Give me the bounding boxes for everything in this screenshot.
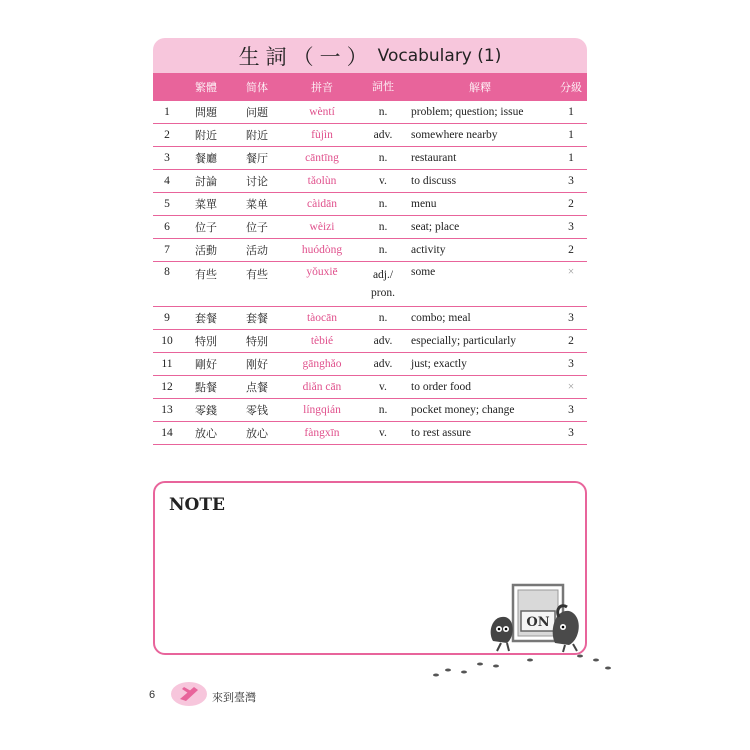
row-pinyin: tǎolùn: [283, 170, 361, 193]
row-definition: combo; meal: [405, 307, 555, 330]
row-definition: problem; question; issue: [405, 101, 555, 124]
header-part-of-speech: 詞性: [361, 73, 405, 101]
pos-line-2: pron.: [371, 287, 395, 299]
row-simplified: 餐厅: [231, 147, 283, 170]
row-number: 10: [153, 330, 181, 353]
row-definition: to order food: [405, 376, 555, 399]
header-level: 分級: [555, 73, 587, 101]
row-traditional: 放心: [181, 422, 231, 445]
row-definition: pocket money; change: [405, 399, 555, 422]
row-simplified: 活动: [231, 239, 283, 262]
book-title: 來到臺灣: [212, 691, 256, 704]
row-part-of-speech: v.: [361, 170, 405, 193]
header-traditional: 繁體: [181, 73, 231, 101]
row-level: 3: [555, 422, 587, 445]
row-level: ×: [555, 262, 587, 307]
row-number: 9: [153, 307, 181, 330]
row-number: 6: [153, 216, 181, 239]
row-simplified: 菜单: [231, 193, 283, 216]
table-row: [153, 262, 587, 307]
row-part-of-speech: adv.: [361, 353, 405, 376]
row-level: 3: [555, 353, 587, 376]
row-definition: some: [405, 262, 555, 307]
row-pinyin: fùjìn: [283, 124, 361, 147]
row-number: 4: [153, 170, 181, 193]
row-part-of-speech: n.: [361, 147, 405, 170]
row-part-of-speech: n.: [361, 399, 405, 422]
table-row: [153, 147, 587, 170]
row-number: 2: [153, 124, 181, 147]
row-number: 3: [153, 147, 181, 170]
row-traditional: 菜單: [181, 193, 231, 216]
row-pinyin: yǒuxiē: [283, 262, 361, 307]
row-level: 3: [555, 216, 587, 239]
row-pinyin: wèntí: [283, 101, 361, 124]
page-number: 6: [149, 689, 156, 701]
header-definition: 解釋: [405, 73, 555, 101]
table-row: [153, 399, 587, 422]
row-number: 7: [153, 239, 181, 262]
taiwan-logo-icon: [170, 681, 208, 707]
note-title: NOTE: [169, 495, 225, 515]
row-level: 2: [555, 193, 587, 216]
row-definition: to discuss: [405, 170, 555, 193]
row-level: 3: [555, 170, 587, 193]
header-number: [153, 73, 181, 101]
row-traditional: 套餐: [181, 307, 231, 330]
row-pinyin: tèbié: [283, 330, 361, 353]
row-pinyin: cāntīng: [283, 147, 361, 170]
row-traditional: 附近: [181, 124, 231, 147]
row-part-of-speech: n.: [361, 193, 405, 216]
row-number: 14: [153, 422, 181, 445]
row-traditional: 有些: [181, 262, 231, 307]
table-row: [153, 101, 587, 124]
row-simplified: 刚好: [231, 353, 283, 376]
row-pinyin: càidān: [283, 193, 361, 216]
row-definition: menu: [405, 193, 555, 216]
table-row: [153, 170, 587, 193]
row-traditional: 剛好: [181, 353, 231, 376]
row-traditional: 活動: [181, 239, 231, 262]
row-definition: especially; particularly: [405, 330, 555, 353]
table-header-row: [153, 73, 587, 101]
row-number: 5: [153, 193, 181, 216]
row-part-of-speech: n.: [361, 216, 405, 239]
row-definition: somewhere nearby: [405, 124, 555, 147]
row-traditional: 位子: [181, 216, 231, 239]
row-level: 1: [555, 147, 587, 170]
row-definition: activity: [405, 239, 555, 262]
row-traditional: 討論: [181, 170, 231, 193]
row-pinyin: huódòng: [283, 239, 361, 262]
row-part-of-speech: v.: [361, 376, 405, 399]
row-part-of-speech: adv.: [361, 330, 405, 353]
row-pinyin: gānghǎo: [283, 353, 361, 376]
row-pinyin: língqián: [283, 399, 361, 422]
row-level: 1: [555, 101, 587, 124]
row-traditional: 餐廳: [181, 147, 231, 170]
row-level: 3: [555, 307, 587, 330]
row-simplified: 位子: [231, 216, 283, 239]
row-level: 3: [555, 399, 587, 422]
row-number: 11: [153, 353, 181, 376]
row-level: 2: [555, 330, 587, 353]
row-level: ×: [555, 376, 587, 399]
table-row: [153, 239, 587, 262]
table-row: [153, 216, 587, 239]
row-simplified: 问题: [231, 101, 283, 124]
row-definition: to rest assure: [405, 422, 555, 445]
table-row: [153, 307, 587, 330]
row-traditional: 問題: [181, 101, 231, 124]
vocabulary-title-bar: [153, 38, 587, 73]
row-level: 2: [555, 239, 587, 262]
table-row: [153, 330, 587, 353]
row-pinyin: tàocān: [283, 307, 361, 330]
table-row: [153, 193, 587, 216]
row-definition: seat; place: [405, 216, 555, 239]
row-definition: just; exactly: [405, 353, 555, 376]
row-number: 1: [153, 101, 181, 124]
pos-line-1: adj./: [372, 269, 394, 281]
note-box: [153, 481, 587, 655]
row-number: 13: [153, 399, 181, 422]
row-traditional: 特別: [181, 330, 231, 353]
row-part-of-speech: [361, 262, 405, 307]
row-simplified: 附近: [231, 124, 283, 147]
header-simplified: 简体: [231, 73, 283, 101]
vocabulary-table: [153, 73, 587, 445]
table-row: [153, 376, 587, 399]
row-number: 8: [153, 262, 181, 307]
title-chinese: 生詞（一）: [238, 44, 374, 69]
row-part-of-speech: adv.: [361, 124, 405, 147]
row-traditional: 零錢: [181, 399, 231, 422]
light-switch-characters-illustration: [485, 581, 585, 653]
footprints-decoration: [430, 650, 620, 680]
row-simplified: 零钱: [231, 399, 283, 422]
row-simplified: 点餐: [231, 376, 283, 399]
row-definition: restaurant: [405, 147, 555, 170]
row-simplified: 有些: [231, 262, 283, 307]
row-part-of-speech: v.: [361, 422, 405, 445]
row-pinyin: fàngxīn: [283, 422, 361, 445]
row-pinyin: wèizi: [283, 216, 361, 239]
row-number: 12: [153, 376, 181, 399]
row-simplified: 讨论: [231, 170, 283, 193]
table-row: [153, 353, 587, 376]
row-pinyin: diǎn cān: [283, 376, 361, 399]
row-simplified: 放心: [231, 422, 283, 445]
table-row: [153, 422, 587, 445]
row-level: 1: [555, 124, 587, 147]
row-part-of-speech: n.: [361, 239, 405, 262]
switch-on-label: ON: [526, 615, 550, 630]
header-pinyin: 拼音: [283, 73, 361, 101]
row-simplified: 套餐: [231, 307, 283, 330]
table-row: [153, 124, 587, 147]
row-simplified: 特别: [231, 330, 283, 353]
row-traditional: 點餐: [181, 376, 231, 399]
row-part-of-speech: n.: [361, 101, 405, 124]
title-english: Vocabulary (1): [377, 45, 502, 66]
row-part-of-speech: n.: [361, 307, 405, 330]
